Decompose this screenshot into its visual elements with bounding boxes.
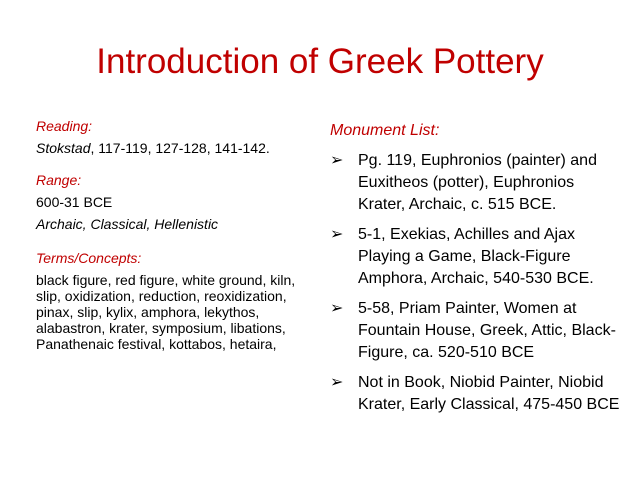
- monument-text: 5-1, Exekias, Achilles and Ajax Playing a Game, Black-Figure Amphora, Archaic, 540-530 BCE.: [358, 226, 594, 287]
- left-column: [36, 118, 311, 352]
- slide-title: Introduction of Greek Pottery: [96, 42, 544, 81]
- terms-text: black figure, red figure, white ground, kiln, slip, oxidization, reduction, reoxidization, pinax, slip, kylix, amphora, lekythos, alabastron, krater, symposium, libations, Panathenaic festival, kottabos, hetaira,: [36, 272, 296, 352]
- reading-source: Stokstad: [36, 140, 91, 156]
- right-column: [330, 120, 620, 424]
- list-item: [330, 224, 620, 290]
- monument-list-label: Monument List:: [330, 122, 440, 139]
- reading-pages: , 117-119, 127-128, 141-142.: [90, 140, 270, 156]
- list-item: [330, 372, 620, 416]
- range-label: Range:: [36, 172, 82, 188]
- terms-label: Terms/Concepts:: [36, 250, 142, 266]
- reading-text: [36, 140, 311, 156]
- monument-text: 5-58, Priam Painter, Women at Fountain House, Greek, Attic, Black-Figure, ca. 520-510 BCE: [358, 300, 616, 361]
- reading-label: Reading:: [36, 118, 93, 134]
- arrow-bullet-icon: ➢: [330, 226, 344, 243]
- list-item: [330, 298, 620, 364]
- range-dates: 600-31 BCE: [36, 194, 113, 210]
- arrow-bullet-icon: ➢: [330, 152, 344, 169]
- monument-list: [330, 150, 620, 416]
- monument-text: Not in Book, Niobid Painter, Niobid Krater, Early Classical, 475-450 BCE: [358, 374, 620, 413]
- range-periods: Archaic, Classical, Hellenistic: [36, 216, 219, 232]
- arrow-bullet-icon: ➢: [330, 300, 344, 317]
- monument-text: Pg. 119, Euphronios (painter) and Euxitheos (potter), Euphronios Krater, Archaic, c. 515 BCE.: [358, 152, 597, 213]
- arrow-bullet-icon: ➢: [330, 374, 344, 391]
- list-item: [330, 150, 620, 216]
